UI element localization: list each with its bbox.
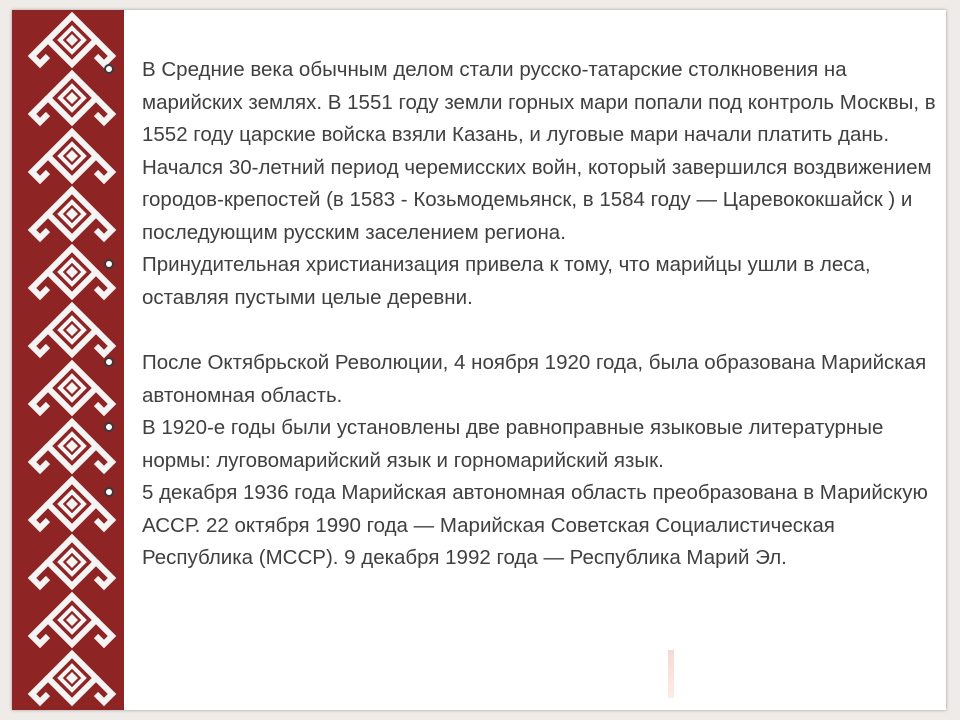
bullet-item-5: [104, 477, 944, 575]
bullet-text-1: В Средние века обычным делом стали русско-татарские столкновения на марийских землях. В 1551 году земли горных мари попали под контроль Москвы, в 1552 году царские войска взяли Казань, и луговые мари начали платить дань. Начался 30-летний период черемисских войн, который завершился воздвижением городов-крепостей (в 1583 - Козьмодемьянск, в 1584 году — Царевококшайск ) и последующим русским заселением региона.: [142, 58, 936, 244]
bullet-item-4: [104, 412, 944, 477]
bullet-list: [104, 54, 944, 575]
bullet-text-3: После Октябрьской Революции, 4 ноября 1920 года, была образована Марийская автономная область.: [142, 351, 927, 407]
bullet-dot-icon: [104, 259, 114, 269]
slide-content: [104, 54, 944, 575]
slide-card: [12, 10, 946, 710]
bullet-item-2: [104, 249, 944, 314]
bullet-item-3: [104, 347, 944, 412]
bullet-dot-icon: [104, 422, 114, 432]
bullet-text-5: 5 декабря 1936 года Марийская автономная область преобразована в Марийскую АССР. 22 октября 1990 года — Марийская Советская Социалистическая Республика (МССР). 9 декабря 1992 года — Республика Марий Эл.: [142, 481, 928, 569]
bullet-dot-icon: [104, 357, 114, 367]
bullet-item-1: [104, 54, 944, 249]
bullet-text-4: В 1920-е годы были установлены две равноправные языковые литературные нормы: луговомарийский язык и горномарийский язык.: [142, 416, 884, 472]
bullet-dot-icon: [104, 487, 114, 497]
bullet-dot-icon: [104, 64, 114, 74]
decorative-mark: [668, 650, 674, 698]
bullet-text-2: Принудительная христианизация привела к тому, что марийцы ушли в леса, оставляя пустыми целые деревни.: [142, 253, 871, 309]
